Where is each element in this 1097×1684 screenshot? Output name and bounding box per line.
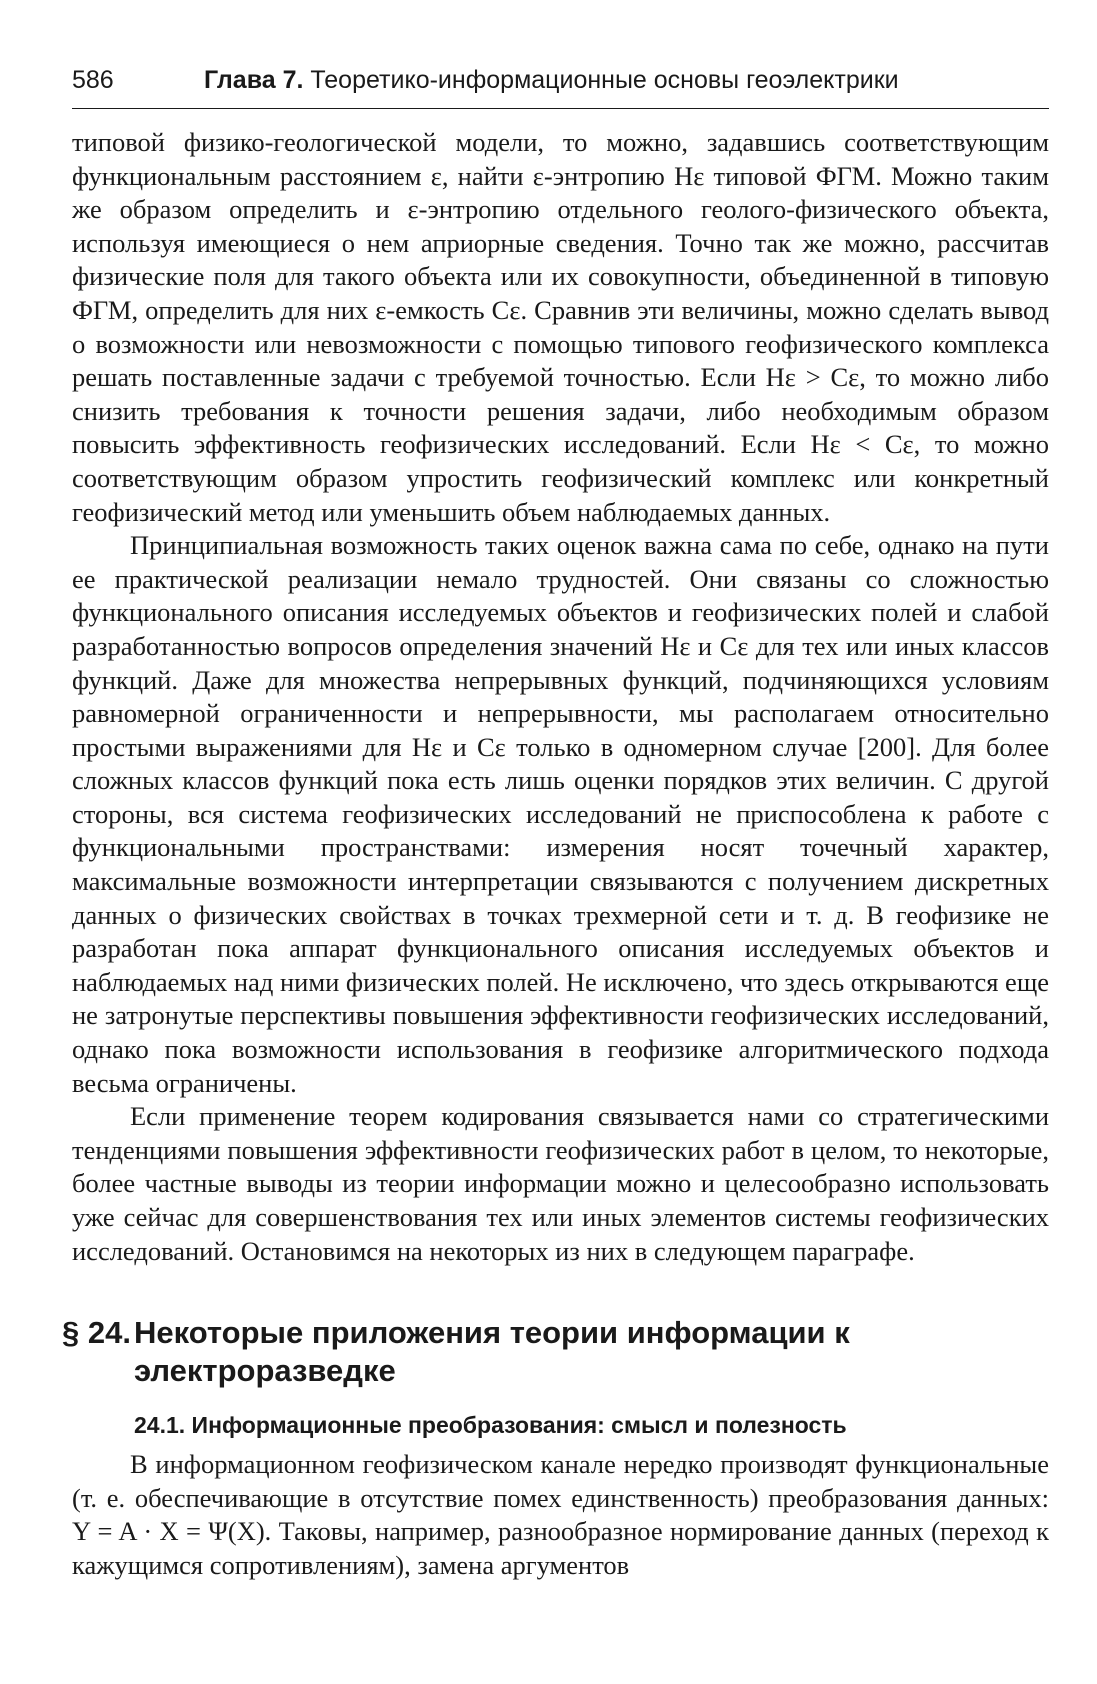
- subsection-number: 24.1.: [134, 1412, 186, 1439]
- paragraph-continuation: типовой физико-геологической модели, то можно, задавшись соответствующим функциональным расстоянием ε, найти ε-энтропию Hε типовой ФГМ. Можно таким же образом определить и ε-энтропию отдельного геолого-физического объекта, используя имеющиеся о нем априорные сведения. Точно так же можно, рассчитав физические поля для такого объекта или их совокупности, объединенной в типовую ФГМ, определить для них ε-емкость Cε. Сравнив эти величины, можно сделать вывод о возможности или невозможности с помощью типового геофизического комплекса решать поставленные задачи с требуемой точностью. Если Hε > Cε, то можно либо снизить требования к точности решения задачи, либо необходимым образом повысить эффективность геофизических исследований. Если Hε < Cε, то можно соответствующим образом упростить геофизический комплекс или конкретный геофизический метод или уменьшить объем наблюдаемых данных.: [72, 127, 1049, 527]
- subsection-heading: [134, 1410, 1049, 1440]
- section-title: Некоторые приложения теории информации к электроразведке: [134, 1315, 850, 1389]
- paragraph-transformations: В информационном геофизическом канале нередко производят функциональные (т. е. обеспечивающие в отсутствие помех единственность) преобразования данных: Y = A · X = Ψ(X). Таковы, например, разнообразное нормирование данных (переход к кажущимся сопротивлениям), замена аргументов: [72, 1449, 1049, 1580]
- running-header: [72, 64, 1049, 109]
- chapter-label: Глава 7.: [204, 66, 304, 94]
- paragraph-feasibility: Принципиальная возможность таких оценок важна сама по себе, однако на пути ее практической реализации немало трудностей. Они связаны со сложностью функционального описания исследуемых объектов и геофизических полей и слабой разработанностью вопросов определения значений Hε и Cε для тех или иных классов функций. Даже для множества непрерывных функций, подчиняющихся условиям равномерной ограниченности и непрерывности, мы располагаем относительно простыми выражениями для Hε и Cε только в одномерном случае [200]. Для более сложных классов функций пока есть лишь оценки порядков этих величин. С другой стороны, вся система геофизических исследований не приспособлена к работе с функциональными пространствами: измерения носят точечный характер, максимальные возможности интерпретации связываются с получением дискретных данных о физических свойствах в точках трехмерной сети и т. д. В геофизике не разработан пока аппарат функционального описания исследуемых объектов и наблюдаемых над ними физических полей. Не исключено, что здесь открываются еще не затронутые перспективы повышения эффективности геофизических исследований, однако пока возможности использования в геофизике алгоритмического подхода весьма ограничены.: [72, 530, 1049, 1098]
- page-number: 586: [72, 66, 114, 94]
- section-heading: [62, 1314, 1049, 1390]
- chapter-title: Теоретико-информационные основы геоэлектрики: [310, 66, 899, 94]
- paragraph-coding-theorems: Если применение теорем кодирования связывается нами со стратегическими тенденциями повышения эффективности геофизических работ в целом, то некоторые, более частные выводы из теории информации можно и целесообразно использовать уже сейчас для совершенствования тех или иных элементов системы геофизических исследований. Остановимся на некоторых из них в следующем параграфе.: [72, 1101, 1049, 1266]
- section-number: § 24.: [62, 1315, 131, 1351]
- running-title: [204, 66, 899, 95]
- page-body: [62, 126, 1049, 1583]
- subsection-title: Информационные преобразования: смысл и полезность: [191, 1412, 847, 1439]
